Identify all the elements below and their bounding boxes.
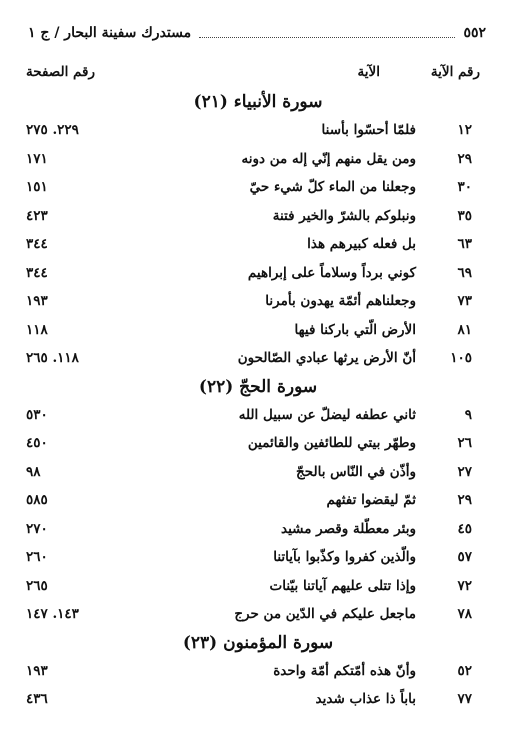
page-numbers: ٢٧٠ bbox=[26, 520, 48, 537]
verse-number: ٨١ bbox=[457, 321, 472, 338]
verse-text: والّذين كفروا وكذّبوا بآياتنا bbox=[273, 549, 416, 565]
verse-text: الأرض الّتي باركنا فيها bbox=[294, 321, 416, 338]
page-numbers: ٤٢٣ bbox=[26, 207, 48, 224]
verse-number: ١٠٥ bbox=[450, 350, 472, 366]
index-entry bbox=[0, 458, 516, 487]
page-numbers: ١١٨ bbox=[26, 321, 48, 338]
page-numbers: ١٩٣ bbox=[26, 662, 48, 679]
index-entry bbox=[0, 287, 516, 316]
verse-number: ٢٩ bbox=[457, 492, 472, 508]
page-numbers: ١٤٣. ١٤٧ bbox=[26, 606, 79, 622]
index-entry bbox=[0, 173, 516, 202]
verse-number: ٧٧ bbox=[457, 691, 472, 707]
verse-text: وجعلنا من الماء كلّ شيء حيّ bbox=[249, 179, 416, 195]
column-header-verse: الآية bbox=[357, 64, 380, 80]
index-entry bbox=[0, 572, 516, 601]
sura-title: سورة المؤمنون (٢٣) bbox=[182, 632, 334, 653]
page-numbers: ٢٢٩. ٢٧٥ bbox=[26, 122, 79, 138]
index-entry bbox=[0, 316, 516, 345]
sura-title: سورة الحجّ (٢٢) bbox=[198, 376, 318, 397]
index-entry bbox=[0, 600, 516, 629]
page-numbers: ٤٥٠ bbox=[26, 435, 48, 451]
column-header-page-number: رقم الصفحة bbox=[26, 64, 96, 80]
header-dot-leader bbox=[199, 28, 455, 38]
index-entry bbox=[0, 230, 516, 259]
index-entry bbox=[0, 685, 516, 714]
verse-number: ٦٣ bbox=[457, 236, 472, 252]
verse-text: ماجعل عليكم في الدّين من حرج bbox=[234, 606, 416, 622]
running-header bbox=[28, 22, 486, 44]
verse-text: وجعلناهم أئمّة يهدون بأمرنا bbox=[265, 293, 416, 309]
verse-number: ٢٦ bbox=[457, 435, 472, 451]
verse-text: وأنّ هذه أمّتكم أمّة واحدة bbox=[273, 662, 416, 679]
verse-number: ٥٢ bbox=[457, 662, 472, 679]
index-entry bbox=[0, 401, 516, 430]
index-entry bbox=[0, 657, 516, 686]
page-numbers: ٩٨ bbox=[26, 463, 41, 480]
index-entry bbox=[0, 145, 516, 174]
index-entry bbox=[0, 486, 516, 515]
verse-number: ٢٧ bbox=[457, 463, 472, 480]
page-numbers: ٥٣٠ bbox=[26, 406, 48, 423]
verse-text: فلمّا أحسّوا بأسنا bbox=[321, 122, 416, 138]
verse-text: وإذا تتلى عليهم آياتنا بيّنات bbox=[269, 577, 416, 594]
verse-text: ثمّ ليقضوا تفثهم bbox=[326, 492, 416, 508]
verse-number: ٧٣ bbox=[457, 293, 472, 309]
verse-number: ٣٥ bbox=[457, 207, 472, 224]
page-numbers: ٢٦٠ bbox=[26, 549, 48, 565]
page-numbers: ١٧١ bbox=[26, 150, 48, 167]
verse-text: باباً ذا عذاب شديد bbox=[315, 691, 416, 707]
verse-text: وطهّر بيتي للطائفين والقائمين bbox=[247, 435, 416, 451]
verse-number: ٩ bbox=[464, 406, 472, 423]
verse-number: ٣٠ bbox=[457, 179, 472, 195]
index-entry bbox=[0, 543, 516, 572]
verse-text: ونبلوكم بالشرّ والخير فتنة bbox=[272, 207, 416, 224]
verse-text: كوني برداً وسلاماً على إبراهيم bbox=[247, 264, 416, 281]
verse-number: ٤٥ bbox=[457, 520, 472, 537]
verse-text: ثاني عطفه ليضلّ عن سبيل الله bbox=[238, 406, 416, 423]
page-numbers: ٢٦٥ bbox=[26, 577, 48, 594]
verse-number: ١٢ bbox=[457, 122, 472, 138]
verse-text: أنّ الأرض يرثها عبادي الصّالحون bbox=[237, 350, 416, 366]
book-title: مستدرك سفينة البحار / ج ١ bbox=[28, 25, 192, 41]
page-numbers: ١٩٣ bbox=[26, 293, 48, 309]
verse-number: ٧٢ bbox=[457, 577, 472, 594]
column-header-verse-number: رقم الآية bbox=[430, 64, 480, 80]
index-entry bbox=[0, 429, 516, 458]
verse-number: ٢٩ bbox=[457, 150, 472, 167]
page-numbers: ٥٨٥ bbox=[26, 492, 48, 508]
index-entry bbox=[0, 515, 516, 544]
verse-number: ٧٨ bbox=[457, 606, 472, 622]
index-entry bbox=[0, 116, 516, 145]
index-entry bbox=[0, 344, 516, 373]
sura-title: سورة الأنبياء (٢١) bbox=[193, 92, 323, 112]
verse-text: وأذّن في النّاس بالحجّ bbox=[296, 463, 416, 480]
page-numbers: ١٥١ bbox=[26, 179, 48, 195]
verse-number: ٦٩ bbox=[457, 264, 472, 281]
page-numbers: ٣٤٤ bbox=[26, 264, 48, 281]
verse-text: بل فعله كبيرهم هذا bbox=[307, 236, 416, 252]
index-rows bbox=[0, 88, 516, 714]
column-headers bbox=[26, 64, 480, 84]
verse-text: وبئر معطّلة وقصر مشيد bbox=[281, 520, 416, 537]
index-entry bbox=[0, 259, 516, 288]
page-numbers: ١١٨. ٢٦٥ bbox=[26, 350, 79, 366]
page-numbers: ٤٣٦ bbox=[26, 691, 48, 707]
index-entry bbox=[0, 202, 516, 231]
page-number: ٥٥٢ bbox=[463, 25, 486, 41]
verse-text: ومن يقل منهم إنّي إله من دونه bbox=[241, 150, 416, 167]
verse-number: ٥٧ bbox=[457, 549, 472, 565]
page-numbers: ٣٤٤ bbox=[26, 236, 48, 252]
